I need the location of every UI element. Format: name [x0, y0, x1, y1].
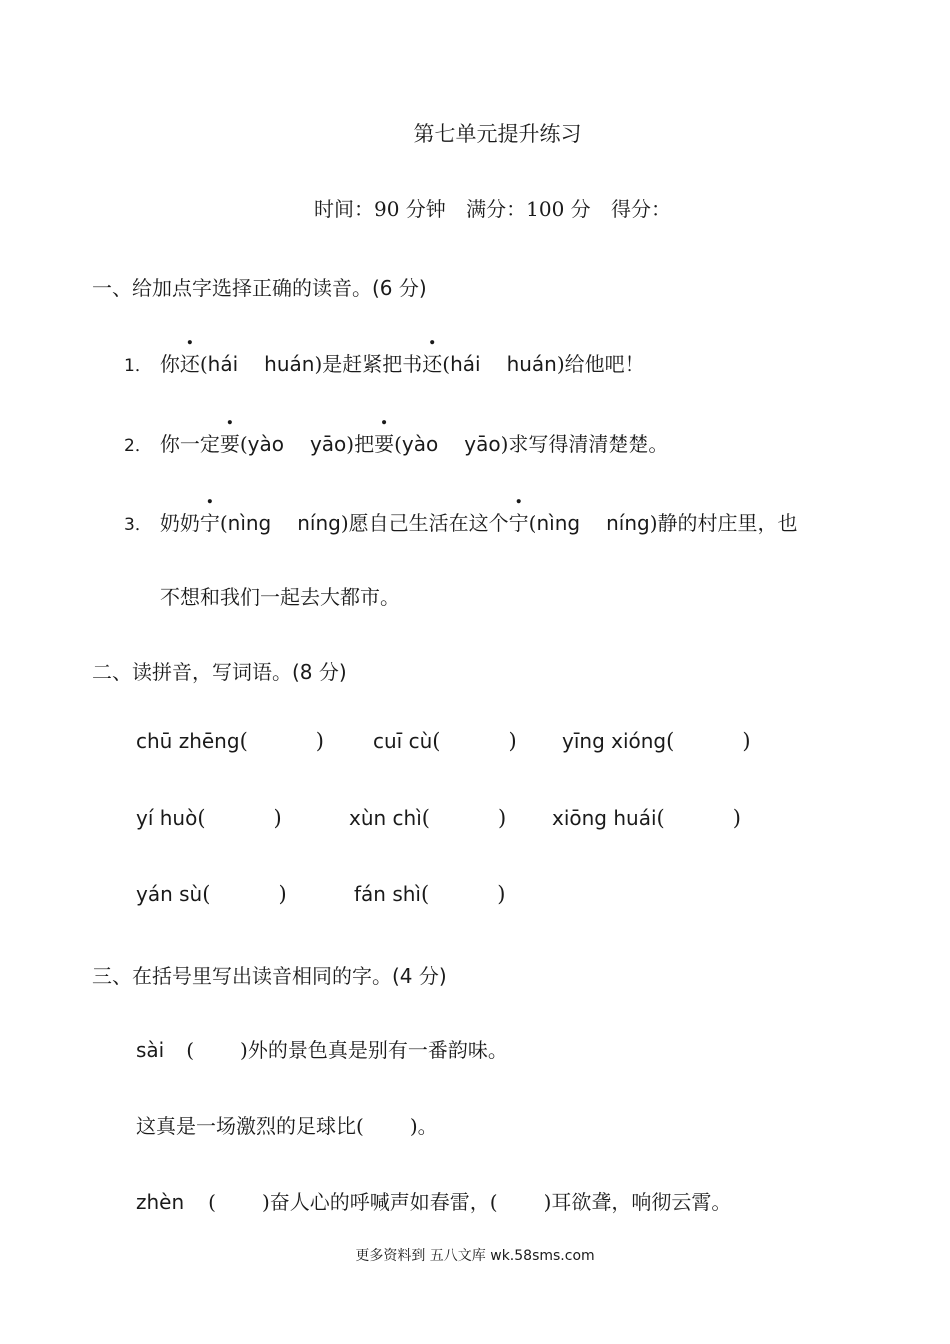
- pinyin-option[interactable]: hái: [207, 352, 239, 376]
- pinyin-option[interactable]: yāo: [309, 432, 347, 456]
- word-item: xùn chì( ): [349, 806, 507, 830]
- dotted-char: 还: [422, 352, 443, 376]
- section-1-heading: 一、给加点字选择正确的读音。(6 分): [92, 276, 427, 300]
- pinyin-option[interactable]: yāo: [464, 432, 501, 456]
- pinyin-option[interactable]: nìng: [227, 511, 272, 535]
- pinyin-option[interactable]: yào: [247, 432, 284, 456]
- word-item: cuī cù( ): [373, 729, 517, 753]
- word-pinyin: yīng xióng: [562, 729, 667, 753]
- footer-link[interactable]: 更多资料到 五八文库 wk.58sms.com: [355, 1248, 595, 1264]
- word-item: yán sù( ): [136, 882, 287, 906]
- dotted-char: 还: [179, 352, 200, 376]
- dotted-char: 要: [219, 432, 240, 456]
- question-number: 1．: [124, 356, 152, 376]
- pinyin-option[interactable]: huán: [506, 352, 557, 376]
- word-item: yí huò( ): [136, 806, 282, 830]
- section-2-heading: 二、读拼音，写词语。(8 分): [92, 660, 347, 684]
- score-field: 得分：: [611, 197, 672, 221]
- dotted-char: 宁: [199, 511, 220, 535]
- exam-meta: [0, 193, 950, 222]
- pinyin-option[interactable]: huán: [264, 352, 315, 376]
- question-number: 3．: [124, 515, 152, 535]
- question-1-1: 1． 你还(hái huán)是赶紧把书还(hái huán)给他吧！: [124, 348, 645, 377]
- word-item: yīng xióng( ): [562, 729, 751, 753]
- full-score: 满分：100 分: [466, 197, 591, 221]
- dotted-char: 宁: [508, 511, 529, 535]
- word-item: chū zhēng( ): [136, 729, 324, 753]
- question-number: 2．: [124, 436, 152, 456]
- pinyin-option[interactable]: nìng: [536, 511, 581, 535]
- word-pinyin: xùn chì: [349, 806, 422, 830]
- pinyin-option[interactable]: níng: [297, 511, 341, 535]
- time-limit: 时间：90 分钟: [313, 197, 446, 221]
- word-pinyin: xiōng huái: [552, 806, 657, 830]
- homophone-line-1: sài ( )外的景色真是别有一番韵味。: [136, 1038, 508, 1062]
- homophone-pinyin: sài: [136, 1038, 165, 1062]
- word-item: xiōng huái( ): [552, 806, 741, 830]
- word-pinyin: yí huò: [136, 806, 198, 830]
- question-1-3: 3． 奶奶宁(nìng níng)愿自己生活在这个宁(nìng níng)静的村庄里，也: [124, 507, 798, 536]
- pinyin-option[interactable]: níng: [606, 511, 650, 535]
- dotted-char: 要: [374, 432, 395, 456]
- homophone-line-2: 这真是一场激烈的足球比( )。: [136, 1114, 438, 1138]
- question-1-2: 2． 你一定要(yào yāo)把要(yào yāo)求写得清清楚楚。: [124, 428, 668, 457]
- page-title: 第七单元提升练习: [413, 122, 582, 146]
- homophone-line-3: zhèn ( )奋人心的呼喊声如春雷，( )耳欲聋，响彻云霄。: [136, 1190, 732, 1214]
- word-pinyin: fán shì: [354, 882, 421, 906]
- question-1-3-continued: 不想和我们一起去大都市。: [160, 585, 400, 609]
- word-pinyin: chū zhēng: [136, 729, 240, 753]
- homophone-pinyin: zhèn: [136, 1190, 185, 1214]
- word-item: fán shì( ): [354, 882, 506, 906]
- pinyin-option[interactable]: yào: [401, 432, 439, 456]
- word-pinyin: yán sù: [136, 882, 203, 906]
- word-pinyin: cuī cù: [373, 729, 433, 753]
- pinyin-option[interactable]: hái: [450, 352, 481, 376]
- section-3-heading: 三、在括号里写出读音相同的字。(4 分): [92, 964, 447, 988]
